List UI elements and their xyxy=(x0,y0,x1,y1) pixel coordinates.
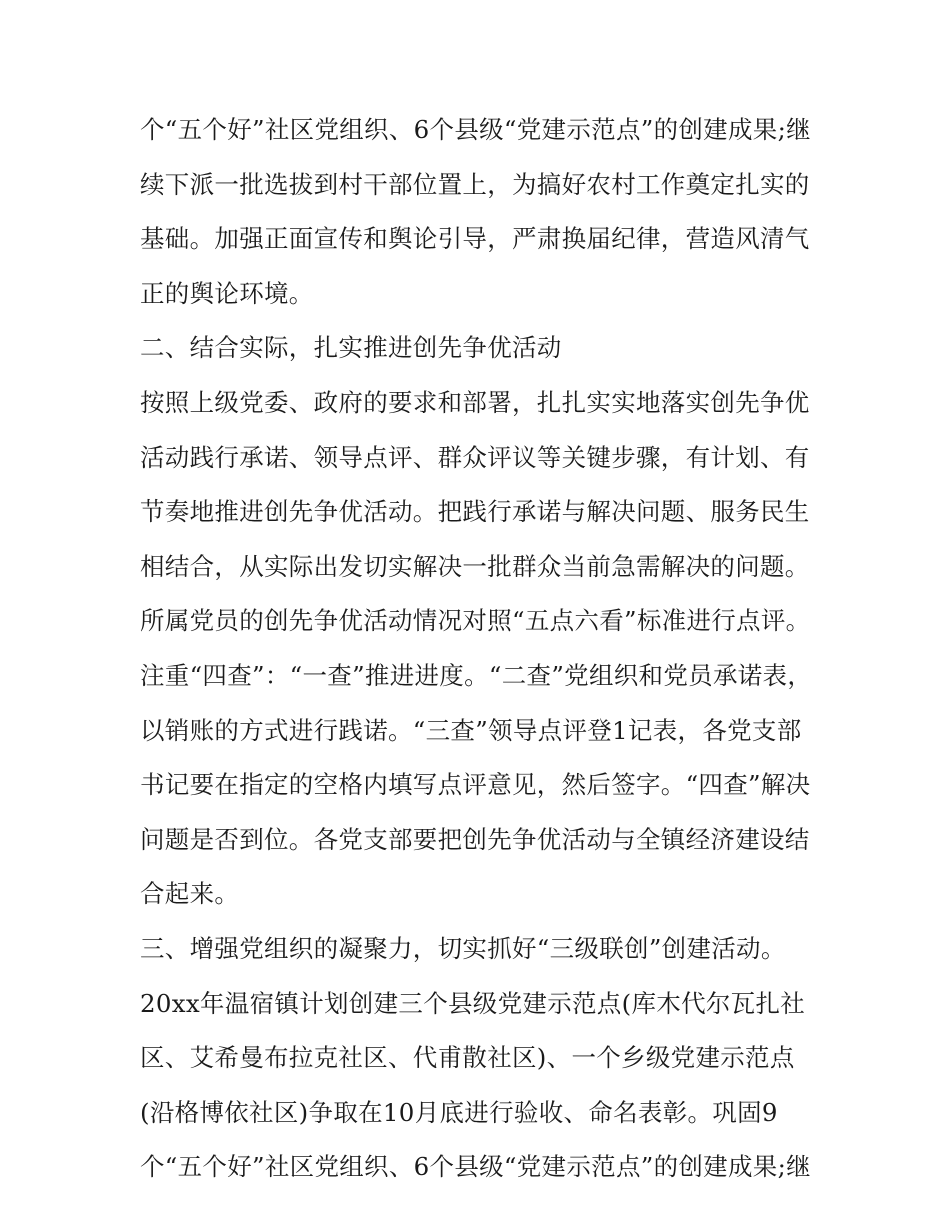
section-heading-2: 二、结合实际，扎实推进创先争优活动 xyxy=(140,333,562,363)
text-line: 以销账的方式进行践诺。“三查”领导点评登1记表，各党支部 xyxy=(140,715,802,745)
text-line: (沿格博依社区)争取在10月底进行验收、命名表彰。巩固9 xyxy=(140,1097,778,1127)
text-line: 问题是否到位。各党支部要把创先争优活动与全镇经济建设结 xyxy=(140,824,810,854)
text-line: 续下派一批选拔到村干部位置上，为搞好农村工作奠定扎实的 xyxy=(140,169,810,199)
text-line: 正的舆论环境。 xyxy=(140,278,314,308)
text-line: 个“五个好”社区党组织、6个县级“党建示范点”的创建成果;继 xyxy=(140,115,811,144)
text-line: 相结合，从实际出发切实解决一批群众当前急需解决的问题。 xyxy=(140,551,810,581)
text-line: 个“五个好”社区党组织、6个县级“党建示范点”的创建成果;继 xyxy=(140,1152,811,1182)
text-line: 注重“四查”：“一查”推进进度。“二查”党组织和党员承诺表， xyxy=(140,660,813,690)
text-line: 20xx年温宿镇计划创建三个县级党建示范点(库木代尔瓦扎社 xyxy=(140,988,806,1018)
section-heading-3: 三、增强党组织的凝聚力，切实抓好“三级联创”创建活动。 xyxy=(140,933,786,963)
text-line: 按照上级党委、政府的要求和部署，扎扎实实地落实创先争优 xyxy=(140,387,810,417)
text-line: 基础。加强正面宣传和舆论引导，严肃换届纪律，营造风清气 xyxy=(140,224,810,254)
text-line: 所属党员的创先争优活动情况对照“五点六看”标准进行点评。 xyxy=(140,606,811,636)
document-body xyxy=(140,103,820,1195)
text-line: 书记要在指定的空格内填写点评意见，然后签字。“四查”解决 xyxy=(140,770,811,800)
text-line: 节奏地推进创先争优活动。把践行承诺与解决问题、服务民生 xyxy=(140,497,810,527)
text-line: 活动践行承诺、领导点评、群众评议等关键步骤，有计划、有 xyxy=(140,442,810,472)
text-line: 区、艾希曼布拉克社区、代甫散社区)、一个乡级党建示范点 xyxy=(140,1043,795,1073)
text-line: 合起来。 xyxy=(140,879,240,909)
